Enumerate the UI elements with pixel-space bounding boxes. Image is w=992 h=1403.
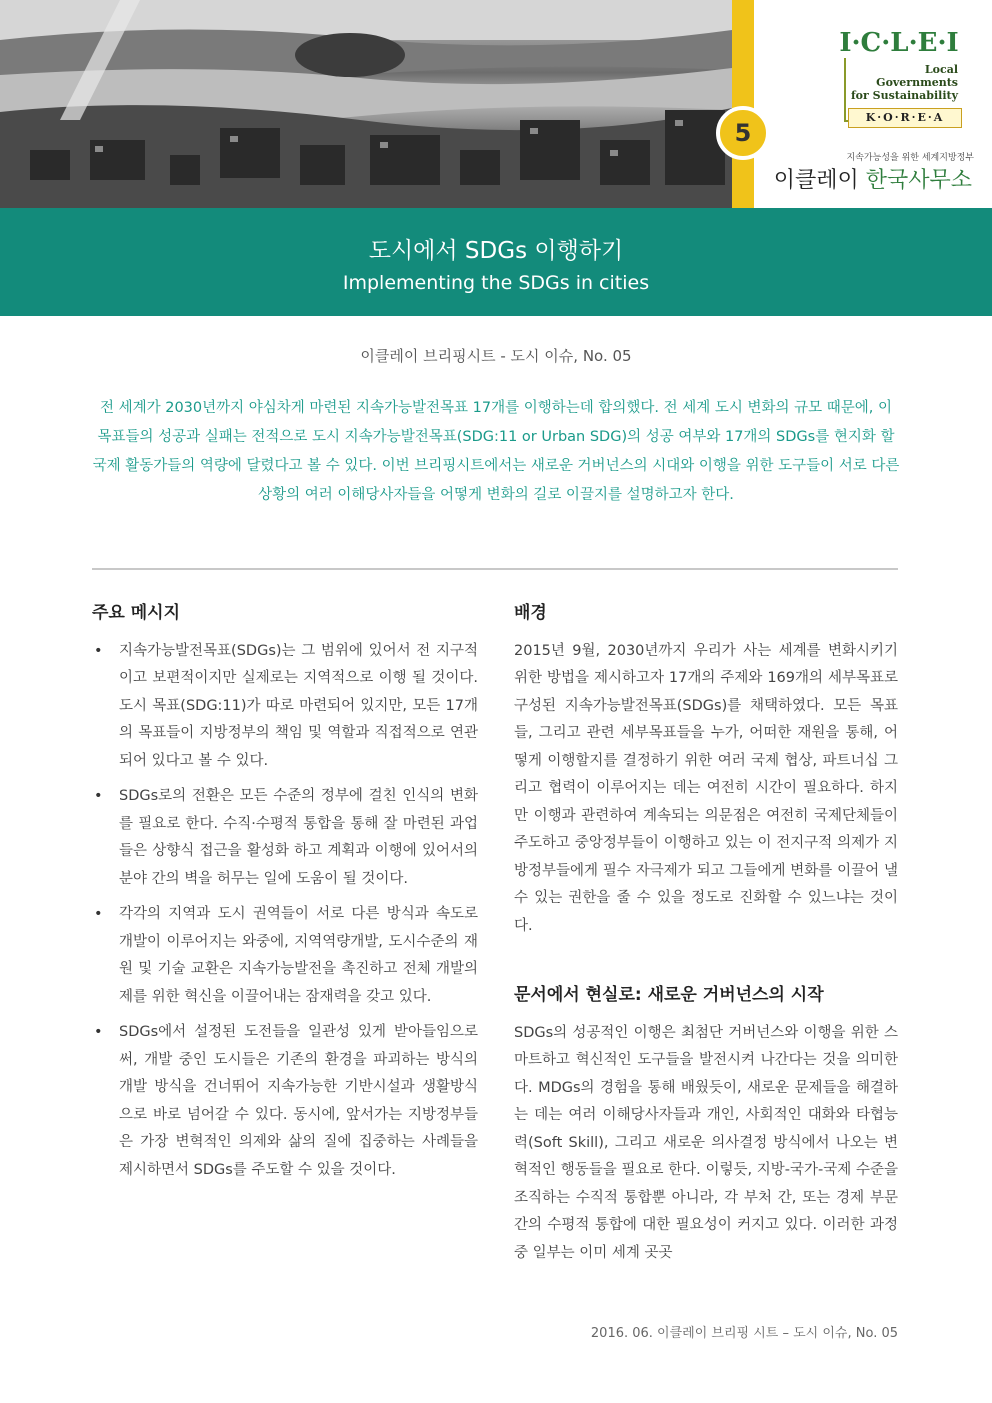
title-banner <box>0 208 992 316</box>
title-english: Implementing the SDGs in cities <box>342 272 650 294</box>
list-item: • SDGs에서 설정된 도전들을 일관성 있게 받아들임으로써, 개발 중인 도시들은 기존의 환경을 파괴하는 방식의 개발 방식을 건너뛰어 지속가능한 기반시설과 생활방식으로 바로 넘어갈 수 있다. 동시에, 앞서가는 지방정부들은 가장 변혁적인 의제와 삶의 질에 집중하는 사례들을 제시하면서 SDGs를 주도할 수 있을 것이다. <box>92 1019 478 1184</box>
org-tagline: 지속가능성을 위한 세계지방정부 <box>846 153 974 163</box>
page-footer: 2016. 06. 이클레이 브리핑 시트 – 도시 이슈, No. 05 <box>590 1326 898 1341</box>
series-label: 이클레이 브리핑시트 - 도시 이슈, No. 05 <box>360 347 632 365</box>
governance-paragraph: SDGs의 성공적인 이행은 최첨단 거버넌스와 이행을 위한 스마트하고 혁신적인 도구들을 발전시켜 나간다는 것을 의미한다. MDGs의 경험을 통해 배웠듯이, 새로운 문제들을 해결하는 데는 여러 이해당사자들과 개인, 사회적인 대화와 타협능력(Soft Skill), 그리고 새로운 의사결정 방식에서 나오는 변혁적인 행동들을 필요로 한다. 이렇듯, 지방-국가-국제 수준을 조직하는 수직적 통합뿐 아니라, 각 부처 간, 또는 경제 부문 간의 수평적 통합에 대한 필요성이 커지고 있다. 이러한 과정 중 일부는 이미 세계 곳곳 <box>514 1024 898 1261</box>
accent-bar <box>732 0 754 208</box>
org-name-part2: 한국사무소 <box>865 168 972 193</box>
logo-subtitle <box>851 63 958 102</box>
logo-line-3: for Sustainability <box>850 89 958 102</box>
logo-korea: K·O·R·E·A <box>848 108 962 128</box>
governance-heading: 문서에서 현실로: 새로운 거버넌스의 시작 <box>514 985 824 1005</box>
list-item: • SDGs로의 전환은 모든 수준의 정부에 걸친 인식의 변화를 필요로 한다. 수직·수평적 통합을 통해 잘 마련된 과업들은 상향식 접근을 활성화 하고 계획과 이행에 있어서의 분야 간의 벽을 허무는 일에 도움이 될 것이다. <box>92 783 478 893</box>
section-divider <box>92 568 898 570</box>
logo-line-1: Local <box>924 63 958 76</box>
intro-paragraph: 전 세계가 2030년까지 야심차게 마련된 지속가능발전목표 17개를 이행하는데 합의했다. 전 세계 도시 변화의 규모 때문에, 이 목표들의 성공과 실패는 전적으로 도시 지속가능발전목표(SDG:11 or Urban SDG)의 성공 여부와 17개의 SDGs를 현지화 할 국제 활동가들의 역량에 달렸다고 볼 수 있다. 이번 브리핑시트에서는 새로운 거버넌스의 시대와 이행을 위한 도구들이 서로 다른 상황의 여러 이해당사자들을 어떻게 변화의 길로 이끌지를 설명하고자 한다. <box>92 400 900 503</box>
key-messages-heading: 주요 메시지 <box>92 603 181 623</box>
background-heading: 배경 <box>514 603 547 623</box>
key-messages-list <box>92 638 478 1185</box>
logo-letters: I·C·L·E·I <box>839 28 959 58</box>
iclei-logo <box>838 28 968 128</box>
org-name-part1: 이클레이 <box>773 168 859 193</box>
background-column <box>514 600 898 1267</box>
background-paragraph: 2015년 9월, 2030년까지 우리가 사는 세계를 변화시키기 위한 방법을 제시하고자 17개의 주제와 169개의 세부목표로 구성된 지속가능발전목표(SDGs)를 채택하였다. 모든 목표들, 그리고 관련 세부목표들을 누가, 어떠한 재원을 통해, 어떻게 이행할지를 결정하기 위한 여러 국제 협상, 파트너십 그리고 협력이 이루어지는 데는 여전히 시간이 필요하다. 하지만 이행과 관련하여 계속되는 의문점은 여전히 국제단체들이 주도하고 중앙정부들이 이행하고 있는 이 전지구적 의제가 지방정부들에게 필수 자극제가 되고 그들에게 변화를 이끌어 낼 수 있는 권한을 줄 수 있을 정도로 진화할 수 있느냐는 것이다. <box>514 642 898 934</box>
org-name <box>774 163 972 194</box>
key-messages-column <box>92 600 478 1192</box>
header-photo <box>0 0 732 208</box>
issue-number-badge: 5 <box>716 106 770 160</box>
logo-line-2: Governments <box>876 76 958 89</box>
list-item: • 각각의 지역과 도시 권역들이 서로 다른 방식과 속도로 개발이 이루어지는 와중에, 지역역량개발, 도시수준의 재원 및 기술 교환은 지속가능발전을 촉진하고 전체 개발의제를 위한 혁신을 이끌어내는 잠재력을 갖고 있다. <box>92 901 478 1011</box>
list-item: • 지속가능발전목표(SDGs)는 그 범위에 있어서 전 지구적이고 보편적이지만 실제로는 지역적으로 이행 될 것이다. 도시 목표(SDG:11)가 따로 마련되어 있지만, 모든 17개의 목표들이 지방정부의 책임 및 역할과 직접적으로 연관되어 있다고 볼 수 있다. <box>92 638 478 776</box>
title-korean: 도시에서 SDGs 이행하기 <box>368 238 624 264</box>
